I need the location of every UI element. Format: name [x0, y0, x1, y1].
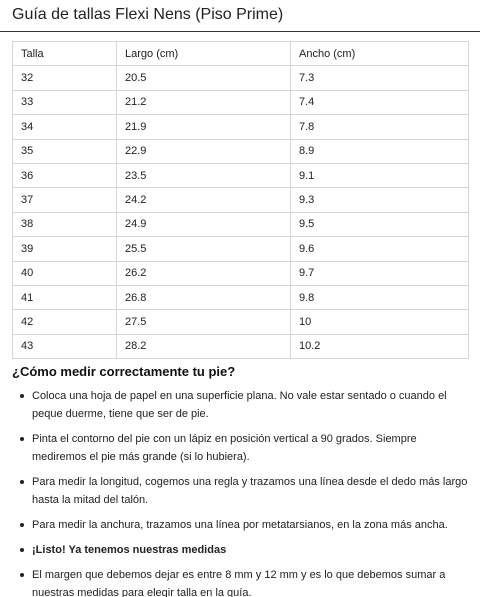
- list-item: Para medir la anchura, trazamos una línea por metatarsianos, en la zona más ancha.: [12, 516, 472, 534]
- cell-talla: 33: [13, 90, 117, 114]
- cell-talla: 41: [13, 285, 117, 309]
- cell-largo: 25.5: [117, 237, 291, 261]
- cell-talla: 38: [13, 212, 117, 236]
- table-row: [13, 261, 469, 285]
- cell-talla: 40: [13, 261, 117, 285]
- cell-ancho: 8.9: [291, 139, 469, 163]
- cell-largo: 26.2: [117, 261, 291, 285]
- cell-talla: 34: [13, 115, 117, 139]
- cell-ancho: 7.3: [291, 66, 469, 90]
- page-header: [0, 0, 480, 32]
- table-row: [13, 212, 469, 236]
- cell-ancho: 9.6: [291, 237, 469, 261]
- table-row: [13, 310, 469, 334]
- cell-talla: 36: [13, 163, 117, 187]
- cell-ancho: 10: [291, 310, 469, 334]
- table-row: [13, 237, 469, 261]
- table-row: [13, 188, 469, 212]
- cell-largo: 24.2: [117, 188, 291, 212]
- column-header-talla: Talla: [13, 42, 117, 66]
- size-guide-table: [12, 41, 469, 359]
- cell-largo: 20.5: [117, 66, 291, 90]
- cell-talla: 35: [13, 139, 117, 163]
- table-row: [13, 334, 469, 358]
- cell-ancho: 10.2: [291, 334, 469, 358]
- list-item: Coloca una hoja de papel en una superficie plana. No vale estar sentado o cuando el peque duerme, tiene que ser de pie.: [12, 387, 472, 423]
- cell-ancho: 9.5: [291, 212, 469, 236]
- list-item: El margen que debemos dejar es entre 8 mm y 12 mm y es lo que debemos sumar a nuestras medidas para elegir talla en la guía.: [12, 566, 472, 597]
- cell-ancho: 9.7: [291, 261, 469, 285]
- how-to-measure-section: [12, 364, 472, 597]
- cell-largo: 28.2: [117, 334, 291, 358]
- cell-ancho: 9.3: [291, 188, 469, 212]
- page-title: Guía de tallas Flexi Nens (Piso Prime): [12, 6, 284, 23]
- table-row: [13, 139, 469, 163]
- cell-ancho: 7.8: [291, 115, 469, 139]
- cell-talla: 32: [13, 66, 117, 90]
- list-item: Para medir la longitud, cogemos una regla y trazamos una línea desde el dedo más largo hasta la mitad del talón.: [12, 473, 472, 509]
- list-item: ¡Listo! Ya tenemos nuestras medidas: [12, 541, 472, 559]
- table-header-row: [13, 42, 469, 66]
- section-title: ¿Cómo medir correctamente tu pie?: [12, 364, 236, 379]
- cell-largo: 26.8: [117, 285, 291, 309]
- table-row: [13, 90, 469, 114]
- steps-list: [12, 387, 472, 597]
- column-header-largo: Largo (cm): [117, 42, 291, 66]
- cell-talla: 37: [13, 188, 117, 212]
- cell-largo: 23.5: [117, 163, 291, 187]
- cell-largo: 22.9: [117, 139, 291, 163]
- table-row: [13, 163, 469, 187]
- cell-talla: 43: [13, 334, 117, 358]
- cell-talla: 39: [13, 237, 117, 261]
- cell-ancho: 9.1: [291, 163, 469, 187]
- cell-talla: 42: [13, 310, 117, 334]
- table-row: [13, 285, 469, 309]
- table-row: [13, 66, 469, 90]
- cell-ancho: 7.4: [291, 90, 469, 114]
- cell-ancho: 9.8: [291, 285, 469, 309]
- cell-largo: 27.5: [117, 310, 291, 334]
- table-body: [13, 66, 469, 359]
- column-header-ancho: Ancho (cm): [291, 42, 469, 66]
- cell-largo: 21.9: [117, 115, 291, 139]
- table-row: [13, 115, 469, 139]
- list-item: Pinta el contorno del pie con un lápiz en posición vertical a 90 grados. Siempre mediremos el pie más grande (si lo hubiera).: [12, 430, 472, 466]
- cell-largo: 24.9: [117, 212, 291, 236]
- cell-largo: 21.2: [117, 90, 291, 114]
